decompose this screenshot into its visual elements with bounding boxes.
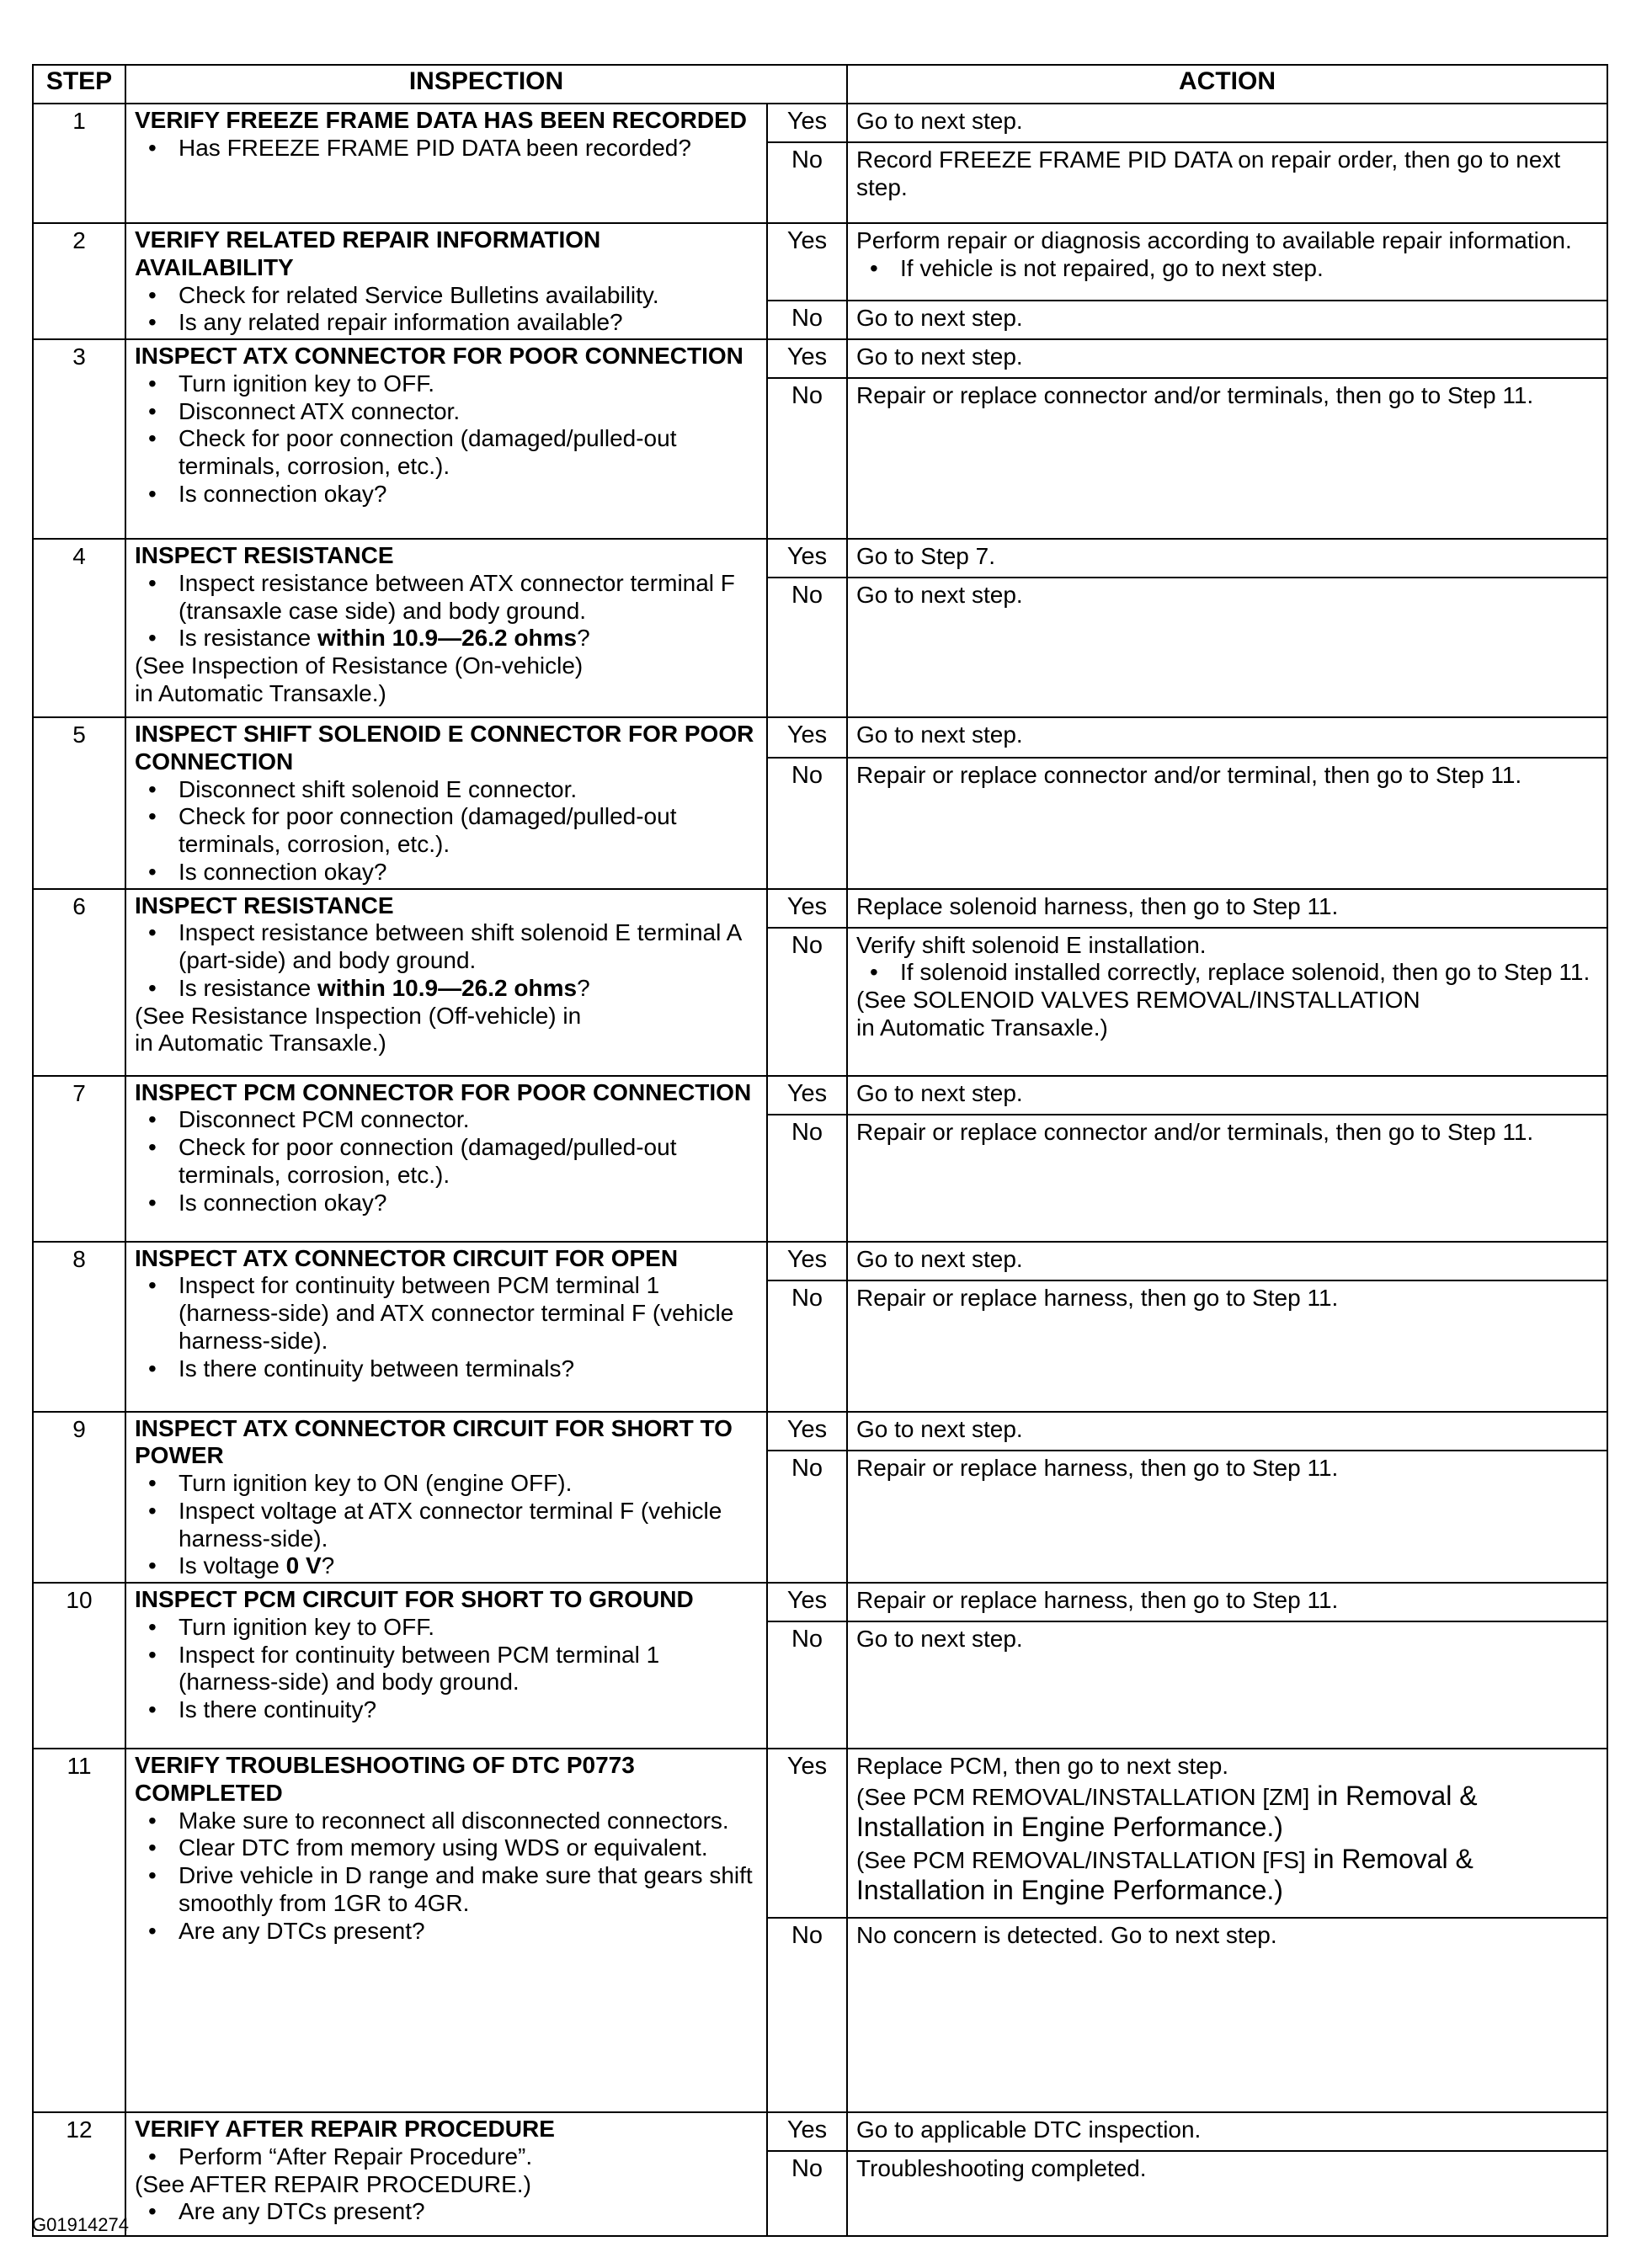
action-no bbox=[847, 928, 1607, 1076]
action-no bbox=[847, 2151, 1607, 2236]
inspection-bullet: • Inspect resistance between shift solenoid E terminal A (part-side) and body ground. bbox=[135, 919, 759, 975]
inspection-cell bbox=[125, 104, 767, 223]
action-text: Go to next step. bbox=[856, 582, 1023, 608]
action-text: Troubleshooting completed. bbox=[856, 2155, 1147, 2181]
action-no bbox=[847, 1115, 1607, 1242]
no-label: No bbox=[767, 2151, 847, 2236]
inspection-note: in Automatic Transaxle.) bbox=[135, 679, 386, 706]
inspection-column-header: INSPECTION bbox=[125, 65, 847, 104]
action-text: Repair or replace connector and/or terminals, then go to Step 11. bbox=[856, 1118, 1534, 1145]
inspection-bullet-list bbox=[135, 919, 759, 1002]
step-row-yes bbox=[33, 1412, 1607, 1451]
action-yes bbox=[847, 717, 1607, 758]
question-end: ? bbox=[577, 625, 590, 652]
yes-label: Yes bbox=[767, 339, 847, 378]
inspection-bullet-list bbox=[135, 2198, 759, 2226]
inspection-title: INSPECT PCM CIRCUIT FOR SHORT TO GROUND bbox=[135, 1586, 694, 1612]
inspection-cell bbox=[125, 1749, 767, 2112]
action-text: Repair or replace harness, then go to Step 11. bbox=[856, 1587, 1339, 1613]
step-row-yes bbox=[33, 1242, 1607, 1280]
action-text: Repair or replace connector and/or terminal, then go to Step 11. bbox=[856, 761, 1522, 788]
action-yes bbox=[847, 1076, 1607, 1115]
yes-label: Yes bbox=[767, 539, 847, 578]
action-yes bbox=[847, 104, 1607, 142]
action-bullet-list bbox=[856, 255, 1600, 283]
action-text: Go to next step. bbox=[856, 304, 1023, 331]
inspection-title: VERIFY RELATED REPAIR INFORMATION AVAILABILITY bbox=[135, 226, 601, 280]
action-text: Go to next step. bbox=[856, 1079, 1023, 1106]
action-text: Go to next step. bbox=[856, 1415, 1023, 1442]
action-yes bbox=[847, 1242, 1607, 1280]
no-label: No bbox=[767, 928, 847, 1076]
inspection-title: INSPECT RESISTANCE bbox=[135, 892, 394, 918]
step-row-yes bbox=[33, 223, 1607, 301]
inspection-bullet-list bbox=[135, 135, 759, 162]
step-number: 7 bbox=[33, 1076, 125, 1242]
inspection-cell bbox=[125, 1412, 767, 1584]
inspection-bullet: • Turn ignition key to OFF. bbox=[135, 370, 759, 398]
no-label: No bbox=[767, 142, 847, 223]
inspection-cell bbox=[125, 889, 767, 1076]
action-no bbox=[847, 142, 1607, 223]
inspection-title: INSPECT PCM CONNECTOR FOR POOR CONNECTION bbox=[135, 1078, 752, 1105]
inspection-bullet-list bbox=[135, 370, 759, 508]
inspection-bullet: • Are any DTCs present? bbox=[135, 2198, 759, 2226]
inspection-bullet-list bbox=[135, 1614, 759, 1724]
inspection-title: INSPECT SHIFT SOLENOID E CONNECTOR FOR POOR CONNECTION bbox=[135, 721, 754, 775]
yes-label: Yes bbox=[767, 104, 847, 142]
action-no bbox=[847, 758, 1607, 889]
no-label: No bbox=[767, 578, 847, 717]
yes-label: Yes bbox=[767, 2112, 847, 2151]
question-text: Is voltage bbox=[179, 1552, 286, 1579]
inspection-cell bbox=[125, 223, 767, 339]
action-yes bbox=[847, 223, 1607, 301]
reference-location: in Removal & Installation in Engine Performance.) bbox=[856, 1780, 1478, 1843]
no-label: No bbox=[767, 301, 847, 339]
inspection-bullet: • Inspect voltage at ATX connector terminal F (vehicle harness-side). bbox=[135, 1498, 759, 1553]
action-yes bbox=[847, 889, 1607, 928]
inspection-bullet-list bbox=[135, 570, 759, 652]
inspection-bullet-list bbox=[135, 776, 759, 886]
question-spec: within 10.9—26.2 ohms bbox=[317, 625, 578, 652]
inspection-bullet-list bbox=[135, 1106, 759, 1217]
action-text: Go to next step. bbox=[856, 721, 1023, 748]
action-yes bbox=[847, 1583, 1607, 1621]
yes-label: Yes bbox=[767, 1749, 847, 1918]
inspection-bullet: • Turn ignition key to OFF. bbox=[135, 1614, 759, 1642]
inspection-title: VERIFY AFTER REPAIR PROCEDURE bbox=[135, 2116, 555, 2142]
inspection-bullet: • Are any DTCs present? bbox=[135, 1918, 759, 1946]
inspection-bullet: • Check for poor connection (damaged/pulled-out terminals, corrosion, etc.). bbox=[135, 1134, 759, 1190]
step-number: 2 bbox=[33, 223, 125, 339]
step-row-yes bbox=[33, 889, 1607, 928]
step-number: 9 bbox=[33, 1412, 125, 1584]
inspection-cell bbox=[125, 1242, 767, 1412]
header-row bbox=[33, 65, 1607, 104]
diagnostic-table bbox=[32, 64, 1608, 2237]
inspection-cell bbox=[125, 339, 767, 539]
inspection-bullet: • Drive vehicle in D range and make sure that gears shift smoothly from 1GR to 4GR. bbox=[135, 1862, 759, 1918]
action-yes bbox=[847, 2112, 1607, 2151]
action-yes bbox=[847, 339, 1607, 378]
inspection-bullet-list bbox=[135, 1807, 759, 1946]
action-text: Go to Step 7. bbox=[856, 543, 996, 569]
inspection-bullet-list bbox=[135, 282, 759, 338]
action-text: Repair or replace connector and/or terminals, then go to Step 11. bbox=[856, 382, 1534, 408]
inspection-title: INSPECT ATX CONNECTOR CIRCUIT FOR OPEN bbox=[135, 1244, 679, 1271]
question-text: Is resistance bbox=[179, 974, 317, 1001]
step-row-yes bbox=[33, 717, 1607, 758]
action-text: No concern is detected. Go to next step. bbox=[856, 1922, 1277, 1948]
action-text: Verify shift solenoid E installation. bbox=[856, 931, 1207, 958]
inspection-title: INSPECT RESISTANCE bbox=[135, 542, 394, 568]
inspection-bullet: • Is connection okay? bbox=[135, 859, 759, 886]
question-end: ? bbox=[321, 1552, 335, 1579]
action-bullet: • If solenoid installed correctly, replace solenoid, then go to Step 11. bbox=[856, 959, 1600, 987]
figure-code: G01914274 bbox=[32, 2214, 129, 2235]
question-end: ? bbox=[577, 974, 590, 1001]
action-text: Replace solenoid harness, then go to Step 11. bbox=[856, 892, 1339, 919]
reference-title: (See PCM REMOVAL/INSTALLATION [ZM] bbox=[856, 1783, 1310, 1810]
inspection-note: (See AFTER REPAIR PROCEDURE.) bbox=[135, 2170, 531, 2197]
inspection-cell bbox=[125, 717, 767, 889]
no-label: No bbox=[767, 1621, 847, 1749]
reference-location: in Removal & Installation in Engine Performance.) bbox=[856, 1843, 1473, 1906]
inspection-title: VERIFY FREEZE FRAME DATA HAS BEEN RECORDED bbox=[135, 107, 748, 133]
yes-label: Yes bbox=[767, 1242, 847, 1280]
action-bullet: • If vehicle is not repaired, go to next step. bbox=[856, 255, 1600, 283]
inspection-question bbox=[135, 1552, 759, 1580]
no-label: No bbox=[767, 378, 847, 539]
step-number: 4 bbox=[33, 539, 125, 717]
inspection-title: VERIFY TROUBLESHOOTING OF DTC P0773 COMPLETED bbox=[135, 1752, 635, 1806]
question-text: Is resistance bbox=[179, 625, 317, 652]
action-reference bbox=[856, 1781, 1600, 1844]
yes-label: Yes bbox=[767, 223, 847, 301]
reference-title: (See PCM REMOVAL/INSTALLATION [FS] bbox=[856, 1846, 1306, 1873]
inspection-bullet: • Inspect for continuity between PCM terminal 1 (harness-side) and body ground. bbox=[135, 1642, 759, 1697]
action-text: Go to applicable DTC inspection. bbox=[856, 2116, 1202, 2143]
step-number: 10 bbox=[33, 1583, 125, 1749]
action-text: Go to next step. bbox=[856, 108, 1023, 134]
inspection-bullet-list bbox=[135, 1470, 759, 1580]
action-text: Record FREEZE FRAME PID DATA on repair order, then go to next step. bbox=[856, 146, 1561, 200]
inspection-cell bbox=[125, 1076, 767, 1242]
inspection-title: INSPECT ATX CONNECTOR CIRCUIT FOR SHORT TO POWER bbox=[135, 1414, 733, 1469]
question-spec: 0 V bbox=[285, 1552, 322, 1579]
step-number: 1 bbox=[33, 104, 125, 223]
inspection-title: INSPECT ATX CONNECTOR FOR POOR CONNECTION bbox=[135, 343, 743, 369]
no-label: No bbox=[767, 1451, 847, 1583]
table-body bbox=[33, 104, 1607, 2236]
inspection-bullet: • Is connection okay? bbox=[135, 1190, 759, 1217]
action-text: Repair or replace harness, then go to Step 11. bbox=[856, 1284, 1339, 1311]
inspection-bullet: • Perform “After Repair Procedure”. bbox=[135, 2143, 759, 2171]
inspection-bullet: • Inspect resistance between ATX connector terminal F (transaxle case side) and body ground. bbox=[135, 570, 759, 626]
step-number: 11 bbox=[33, 1749, 125, 2112]
action-no bbox=[847, 1451, 1607, 1583]
yes-label: Yes bbox=[767, 1583, 847, 1621]
action-no bbox=[847, 301, 1607, 339]
step-row-yes bbox=[33, 539, 1607, 578]
step-row-yes bbox=[33, 1076, 1607, 1115]
yes-label: Yes bbox=[767, 1076, 847, 1115]
step-number: 3 bbox=[33, 339, 125, 539]
inspection-bullet: • Has FREEZE FRAME PID DATA been recorded? bbox=[135, 135, 759, 162]
step-number: 6 bbox=[33, 889, 125, 1076]
no-label: No bbox=[767, 758, 847, 889]
step-row-yes bbox=[33, 1749, 1607, 1918]
question-spec: within 10.9—26.2 ohms bbox=[317, 974, 578, 1001]
diagnostic-sheet bbox=[32, 64, 1607, 2237]
inspection-bullet: • Is there continuity? bbox=[135, 1696, 759, 1724]
action-text: Go to next step. bbox=[856, 1626, 1023, 1652]
inspection-bullet: • Check for poor connection (damaged/pulled-out terminals, corrosion, etc.). bbox=[135, 425, 759, 481]
inspection-note: (See Resistance Inspection (Off-vehicle) in bbox=[135, 1002, 582, 1029]
step-column-header: STEP bbox=[33, 65, 125, 104]
yes-label: Yes bbox=[767, 717, 847, 758]
action-bullet-list bbox=[856, 959, 1600, 987]
action-text: Go to next step. bbox=[856, 343, 1023, 370]
inspection-note: (See Inspection of Resistance (On-vehicle) bbox=[135, 652, 584, 679]
inspection-bullet: • Is any related repair information available? bbox=[135, 309, 759, 337]
inspection-bullet: • Disconnect ATX connector. bbox=[135, 398, 759, 426]
action-text: Repair or replace harness, then go to Step 11. bbox=[856, 1454, 1339, 1481]
action-text: Replace PCM, then go to next step. bbox=[856, 1753, 1229, 1779]
action-no bbox=[847, 1918, 1607, 2112]
inspection-bullet: • Turn ignition key to ON (engine OFF). bbox=[135, 1470, 759, 1498]
step-number: 8 bbox=[33, 1242, 125, 1412]
inspection-bullet-list bbox=[135, 2143, 759, 2171]
yes-label: Yes bbox=[767, 1412, 847, 1451]
inspection-cell bbox=[125, 2112, 767, 2236]
action-text: Perform repair or diagnosis according to available repair information. bbox=[856, 227, 1572, 253]
inspection-bullet: • Check for related Service Bulletins availability. bbox=[135, 282, 759, 310]
yes-label: Yes bbox=[767, 889, 847, 928]
action-no bbox=[847, 578, 1607, 717]
step-row-yes bbox=[33, 339, 1607, 378]
action-yes bbox=[847, 1412, 1607, 1451]
step-number: 12 bbox=[33, 2112, 125, 2236]
inspection-question bbox=[135, 975, 759, 1003]
action-note: (See SOLENOID VALVES REMOVAL/INSTALLATION bbox=[856, 987, 1420, 1013]
inspection-bullet: • Is connection okay? bbox=[135, 481, 759, 508]
action-yes bbox=[847, 1749, 1607, 1918]
inspection-cell bbox=[125, 1583, 767, 1749]
inspection-cell bbox=[125, 539, 767, 717]
inspection-note: in Automatic Transaxle.) bbox=[135, 1030, 386, 1057]
inspection-bullet: • Check for poor connection (damaged/pulled-out terminals, corrosion, etc.). bbox=[135, 803, 759, 859]
no-label: No bbox=[767, 1115, 847, 1242]
inspection-bullet-list bbox=[135, 1272, 759, 1382]
action-column-header: ACTION bbox=[847, 65, 1607, 104]
inspection-bullet: • Make sure to reconnect all disconnected connectors. bbox=[135, 1807, 759, 1835]
action-reference bbox=[856, 1844, 1600, 1907]
no-label: No bbox=[767, 1918, 847, 2112]
step-row-yes bbox=[33, 2112, 1607, 2151]
step-number: 5 bbox=[33, 717, 125, 889]
action-text: Go to next step. bbox=[856, 1245, 1023, 1272]
inspection-question bbox=[135, 625, 759, 652]
inspection-bullet: • Clear DTC from memory using WDS or equivalent. bbox=[135, 1834, 759, 1862]
action-no bbox=[847, 1280, 1607, 1412]
step-row-yes bbox=[33, 104, 1607, 142]
inspection-bullet: • Is there continuity between terminals? bbox=[135, 1355, 759, 1383]
no-label: No bbox=[767, 1280, 847, 1412]
action-no bbox=[847, 1621, 1607, 1749]
action-note: in Automatic Transaxle.) bbox=[856, 1014, 1108, 1041]
action-no bbox=[847, 378, 1607, 539]
action-yes bbox=[847, 539, 1607, 578]
inspection-bullet: • Disconnect PCM connector. bbox=[135, 1106, 759, 1134]
step-row-yes bbox=[33, 1583, 1607, 1621]
inspection-bullet: • Disconnect shift solenoid E connector. bbox=[135, 776, 759, 804]
inspection-bullet: • Inspect for continuity between PCM terminal 1 (harness-side) and ATX connector terminal F (vehicle harness-side). bbox=[135, 1272, 759, 1355]
